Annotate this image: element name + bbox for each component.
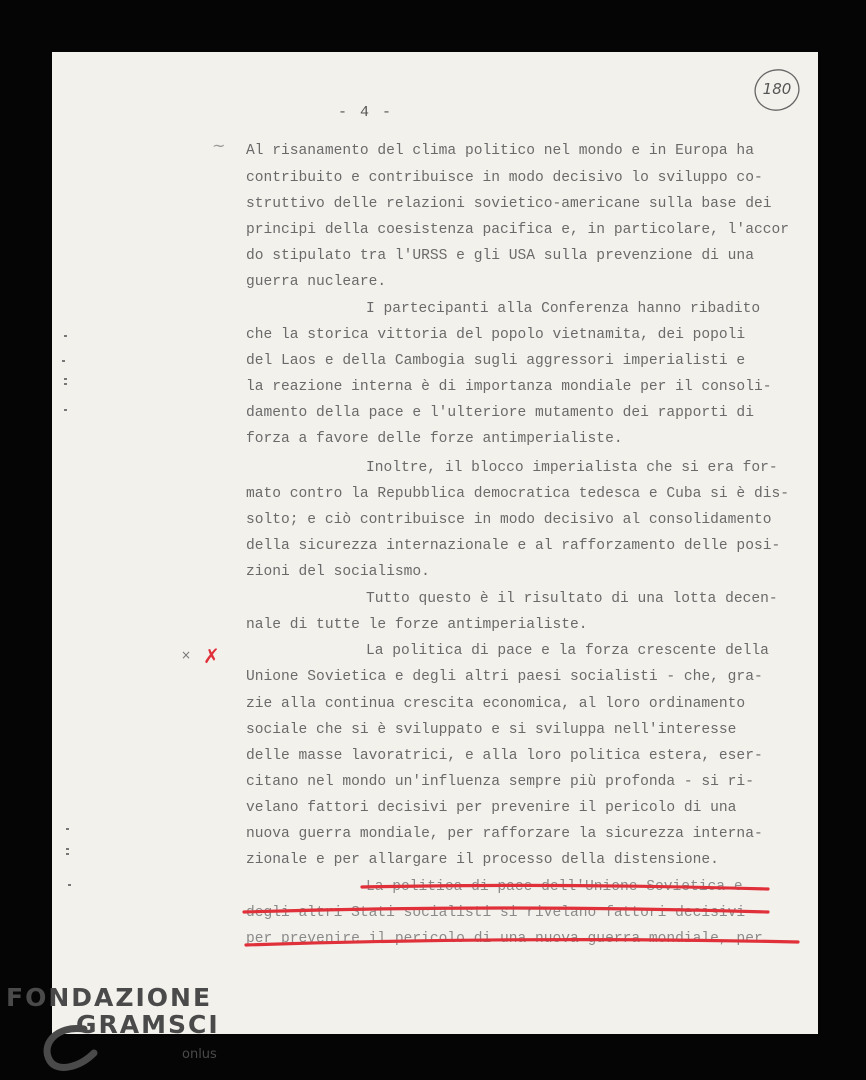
text-line: solto; e ciò contribuisce in modo decisivo al consolidamento — [246, 512, 772, 528]
text-line: Unione Sovietica e degli altri paesi socialisti - che, gra- — [246, 669, 763, 685]
text-line: struttivo delle relazioni sovietico-americane sulla base dei — [246, 196, 772, 212]
text-line: damento della pace e l'ulteriore mutamento dei rapporti di — [246, 405, 754, 421]
margin-dot — [62, 360, 65, 362]
text-line: citano nel mondo un'influenza sempre più profonda - si ri- — [246, 774, 754, 790]
text-line: che la storica vittoria del popolo vietnamita, dei popoli — [246, 327, 746, 343]
text-line: do stipulato tra l'URSS e gli USA sulla prevenzione di una — [246, 248, 754, 264]
text-line: zie alla continua crescita economica, al loro ordinamento — [246, 696, 746, 712]
struck-text-line: La politica di pace dell'Unione Sovietica e — [366, 879, 743, 895]
struck-text-line: degli altri Stati socialisti si rivelano fattori decisivi — [246, 905, 746, 921]
margin-dot — [66, 853, 69, 855]
text-line: principi della coesistenza pacifica e, in particolare, l'accor — [246, 222, 789, 238]
text-line: contribuito e contribuisce in modo decisivo lo sviluppo co- — [246, 170, 763, 186]
text-line: guerra nucleare. — [246, 274, 387, 290]
text-line: I partecipanti alla Conferenza hanno ribadito — [366, 301, 761, 317]
red-x-mark-icon: ✗ — [203, 644, 220, 668]
margin-dot — [68, 884, 71, 886]
text-line: Inoltre, il blocco imperialista che si era for- — [366, 460, 778, 476]
text-line: zionale e per allargare il processo della distensione. — [246, 852, 719, 868]
margin-dot — [64, 378, 67, 380]
margin-dot — [64, 409, 67, 411]
text-line: sociale che si è sviluppato e si sviluppa nell'interesse — [246, 722, 737, 738]
archive-number-text: 180 — [762, 80, 792, 98]
struck-text-line: per prevenire il pericolo di una nuova guerra mondiale, per — [246, 931, 763, 947]
text-line: velano fattori decisivi per prevenire il pericolo di una — [246, 800, 737, 816]
text-line: mato contro la Repubblica democratica tedesca e Cuba si è dis- — [246, 486, 789, 502]
margin-dot — [66, 848, 69, 850]
fondazione-gramsci-watermark — [6, 983, 220, 1062]
margin-dot — [64, 335, 67, 337]
margin-dot — [64, 383, 67, 385]
watermark-line2: GRAMSCI — [76, 1010, 220, 1039]
text-line: delle masse lavoratrici, e alla loro politica estera, eser- — [246, 748, 763, 764]
archive-number-stamp — [752, 66, 802, 116]
watermark-line1: FONDAZIONE — [6, 983, 213, 1012]
page-number: - 4 - — [338, 104, 394, 121]
margin-tilde-mark: ~ — [212, 136, 226, 155]
text-line: forza a favore delle forze antimperialiste. — [246, 431, 623, 447]
text-line: Tutto questo è il risultato di una lotta decen- — [366, 591, 778, 607]
margin-dot — [66, 828, 69, 830]
text-line: nuova guerra mondiale, per rafforzare la sicurezza interna- — [246, 826, 763, 842]
text-line: la reazione interna è di importanza mondiale per il consoli- — [246, 379, 772, 395]
text-line: nale di tutte le forze antimperialiste. — [246, 617, 588, 633]
margin-small-x-mark: × — [181, 648, 192, 662]
text-line: della sicurezza internazionale e al rafforzamento delle posi- — [246, 538, 781, 554]
text-line: zioni del socialismo. — [246, 564, 430, 580]
gramsci-logo-icon — [36, 1015, 116, 1075]
text-line: La politica di pace e la forza crescente della — [366, 643, 769, 659]
watermark-onlus: onlus — [182, 1047, 217, 1062]
text-line: Al risanamento del clima politico nel mondo e in Europa ha — [246, 143, 754, 159]
text-line: del Laos e della Cambogia sugli aggressori imperialisti e — [246, 353, 746, 369]
